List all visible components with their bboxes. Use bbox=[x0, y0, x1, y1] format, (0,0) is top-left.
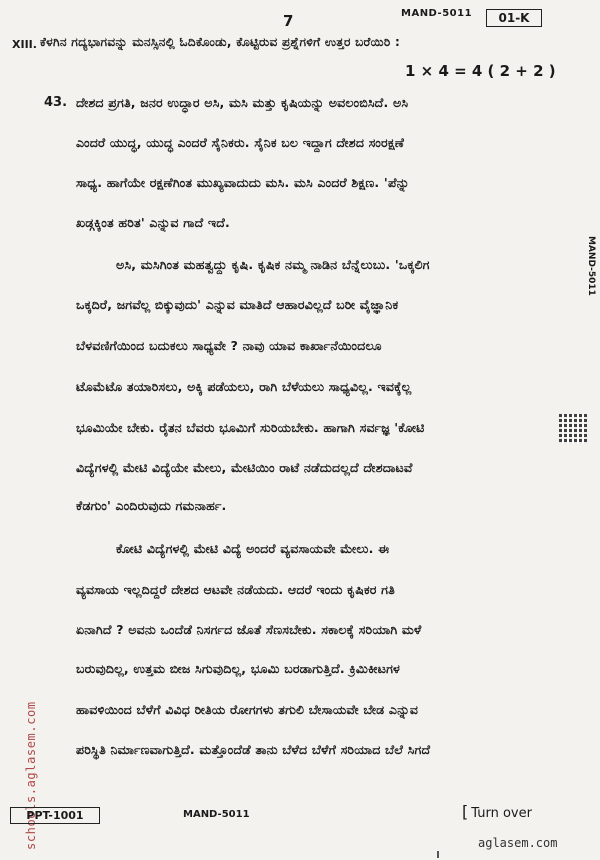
passage-line: ಹಾವಳಿಯಿಂದ ಬೆಳೆಗೆ ವಿವಿಧ ರೀತಿಯ ರೋಗಗಳು ತಗುಲಿ ಬೇಸಾಯವೇ ಬೇಡ ಎನ್ನುವ bbox=[76, 702, 419, 717]
passage-line: ಒಕ್ಕದಿರೆ, ಜಗವೆಲ್ಲ ಬಿಕ್ಕುವುದು' ಎನ್ನುವ ಮಾತಿದೆ ಆಹಾರವಿಲ್ಲದೆ ಬರೀ ವೈಜ್ಞಾನಿಕ bbox=[76, 297, 399, 312]
passage-line: ಭೂಮಿಯೇ ಬೇಕು. ರೈತನ ಬೆವರು ಭೂಮಿಗೆ ಸುರಿಯಬೇಕು. ಹಾಗಾಗಿ ಸರ್ವಜ್ಞ 'ಕೋಟಿ bbox=[76, 420, 425, 435]
question-number: 43. bbox=[44, 95, 68, 110]
watermark-text: schools.aglasem.com bbox=[24, 701, 38, 850]
passage-line: ಎಂದರೆ ಯುದ್ಧ, ಯುದ್ಧ ಎಂದರೆ ಸೈನಿಕರು. ಸೈನಿಕ ಬಲ ಇದ್ದಾಗ ದೇಶದ ಸಂರಕ್ಷಣೆ bbox=[76, 135, 405, 150]
passage-line: ವಿದ್ಯೆಗಳಲ್ಲಿ ಮೇಟಿ ವಿದ್ಯೆಯೇ ಮೇಲು, ಮೇಟಿಯಿಂ ರಾಟೆ ನಡೆದುದಲ್ಲದೆ ದೇಶದಾಟವೆ bbox=[76, 460, 413, 475]
passage-line: ಕೆಡಗುಂ' ಎಂದಿರುವುದು ಗಮನಾರ್ಹ. bbox=[76, 498, 227, 513]
passage-line: ಸಾಧ್ಯ. ಹಾಗೆಯೇ ರಕ್ಷಣೆಗಿಂತ ಮುಖ್ಯವಾದುದು ಮಸಿ. ಮಸಿ ಎಂದರೆ ಶಿಕ್ಷಣ. 'ಪೆನ್ನು bbox=[76, 175, 410, 190]
passage-line: ಖಡ್ಗಕ್ಕಿಂತ ಹರಿತ' ಎನ್ನುವ ಗಾದೆ ಇದೆ. bbox=[76, 215, 230, 230]
turn-over-text: Turn over bbox=[471, 806, 532, 821]
footer-paper-code: MAND-5011 bbox=[183, 809, 250, 820]
site-watermark: aglasem.com bbox=[478, 836, 558, 850]
section-instruction: ಕೆಳಗಿನ ಗದ್ಯಭಾಗವನ್ನು ಮನಸ್ಸಿನಲ್ಲಿ ಓದಿಕೊಂಡು, ಕೊಟ್ಟಿರುವ ಪ್ರಶ್ನೆಗಳಿಗೆ ಉತ್ತರ ಬರೆಯಿರಿ : bbox=[40, 35, 401, 49]
set-code-box: 01-K bbox=[486, 9, 542, 27]
header-paper-code: MAND-5011 bbox=[401, 8, 473, 19]
marks-scheme: 1 × 4 = 4 ( 2 + 2 ) bbox=[405, 62, 556, 80]
turn-over-bracket: [ bbox=[462, 802, 469, 821]
passage-line: ಟೊಮೆಟೊ ತಯಾರಿಸಲು, ಅಕ್ಕಿ ಪಡೆಯಲು, ರಾಗಿ ಬೆಳೆಯಲು ಸಾಧ್ಯವಿಲ್ಲ. ಇವಕ್ಕೆಲ್ಲ bbox=[76, 379, 412, 394]
passage-line: ಕೋಟಿ ವಿದ್ಯೆಗಳಲ್ಲಿ ಮೇಟಿ ವಿದ್ಯೆ ಅಂದರೆ ವ್ಯವಸಾಯವೇ ಮೇಲು. ಈ bbox=[116, 541, 390, 556]
side-paper-code-text: MAND-5011 bbox=[586, 236, 596, 296]
page-mark bbox=[437, 851, 439, 858]
passage-line: ಏನಾಗಿದೆ ? ಅವನು ಒಂದೆಡೆ ನಿಸರ್ಗದ ಜೊತೆ ಸೆಣಸಬೇಕು. ಸಕಾಲಕ್ಕೆ ಸರಿಯಾಗಿ ಮಳೆ bbox=[76, 622, 422, 637]
passage-line: ಅಸಿ, ಮಸಿಗಿಂತ ಮಹತ್ವದ್ದು ಕೃಷಿ. ಕೃಷಿಕ ನಮ್ಮ ನಾಡಿನ ಬೆನ್ನೆಲುಬು. 'ಒಕ್ಕಲಿಗ bbox=[116, 257, 430, 272]
ppt-code-box: PPT-1001 bbox=[10, 807, 100, 824]
watermark bbox=[8, 660, 38, 860]
page-number: 7 bbox=[283, 12, 294, 30]
passage-line: ವ್ಯವಸಾಯ ಇಲ್ಲದಿದ್ದರೆ ದೇಶದ ಆಟವೇ ನಡೆಯದು. ಆದರೆ ಇಂದು ಕೃಷಿಕರ ಗತಿ bbox=[76, 582, 395, 597]
turn-over-note bbox=[462, 802, 532, 821]
passage-line: ಪರಿಸ್ಥಿತಿ ನಿರ್ಮಾಣವಾಗುತ್ತಿದೆ. ಮತ್ತೊಂದೆಡೆ ತಾನು ಬೆಳೆದ ಬೆಳೆಗೆ ಸರಿಯಾದ ಬೆಲೆ ಸಿಗದೆ bbox=[76, 742, 431, 757]
passage-line: ಬೆಳವಣಿಗೆಯಿಂದ ಬದುಕಲು ಸಾಧ್ಯವೇ ? ನಾವು ಯಾವ ಕಾರ್ಖಾನೆಯಿಂದಲೂ bbox=[76, 338, 382, 353]
passage-line: ಬರುವುದಿಲ್ಲ, ಉತ್ತಮ ಬೀಜ ಸಿಗುವುದಿಲ್ಲ, ಭೂಮಿ ಬರಡಾಗುತ್ತಿದೆ. ಕ್ರಿಮಿಕೀಟಗಳ bbox=[76, 661, 401, 676]
section-number: XIII. bbox=[12, 38, 37, 51]
side-paper-code bbox=[584, 236, 598, 326]
qr-code-icon bbox=[559, 414, 587, 444]
passage-line: ದೇಶದ ಪ್ರಗತಿ, ಜನರ ಉದ್ಧಾರ ಅಸಿ, ಮಸಿ ಮತ್ತು ಕೃಷಿಯನ್ನು ಅವಲಂಬಿಸಿದೆ. ಅಸಿ bbox=[76, 95, 409, 110]
